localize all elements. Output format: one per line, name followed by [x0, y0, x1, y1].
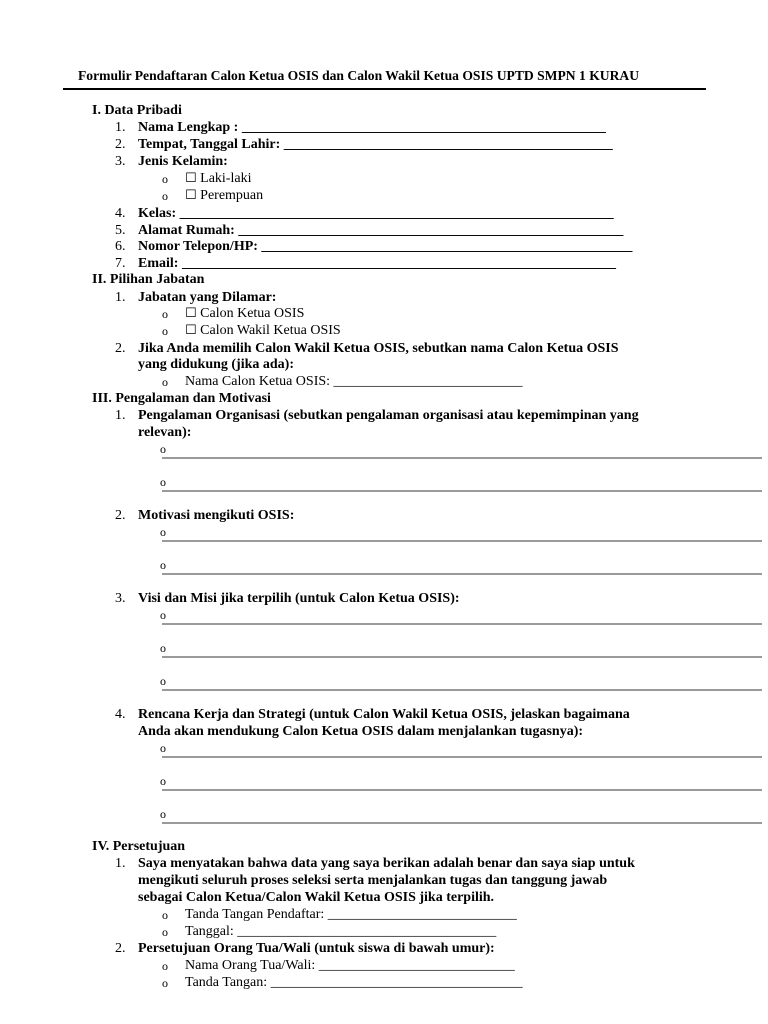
position-option-label: Calon Wakil Ketua OSIS: [200, 323, 341, 338]
section-1-heading: I. Data Pribadi: [92, 103, 182, 118]
position-option-label: Calon Ketua OSIS: [200, 306, 305, 321]
s3-q3-label: Visi dan Misi jika terpilih (untuk Calon Ketua OSIS):: [138, 591, 460, 606]
bullet-icon: o: [160, 774, 166, 788]
s2-q2-line1: Jika Anda memilih Calon Wakil Ketua OSIS, sebutkan nama Calon Ketua OSIS: [138, 341, 619, 356]
s1-item-1-number: 1.: [115, 120, 126, 135]
bullet-icon: o: [162, 959, 168, 973]
answer-line[interactable]: [162, 573, 762, 575]
s3-q3-number: 3.: [115, 591, 126, 606]
checkbox-icon[interactable]: ☐: [185, 188, 197, 203]
s1-item-2-number: 2.: [115, 137, 126, 152]
s1-item-4-number: 4.: [115, 206, 126, 221]
answer-line[interactable]: [162, 490, 762, 492]
s1-item-7-number: 7.: [115, 256, 126, 271]
s3-q1-line1: Pengalaman Organisasi (sebutkan pengalaman organisasi atau kepemimpinan yang: [138, 408, 639, 423]
bullet-icon: o: [160, 442, 166, 456]
gender-option-male[interactable]: [185, 170, 251, 187]
parent-name-field[interactable]: Nama Orang Tua/Wali: ____________________________: [185, 958, 515, 973]
checkbox-icon[interactable]: ☐: [185, 171, 197, 186]
section-3-heading: III. Pengalaman dan Motivasi: [92, 391, 271, 406]
bullet-icon: o: [160, 741, 166, 755]
supported-candidate-field[interactable]: Nama Calon Ketua OSIS: ___________________________: [185, 374, 523, 389]
s4-q1-line1: Saya menyatakan bahwa data yang saya berikan adalah benar dan saya siap untuk: [138, 856, 635, 871]
s1-item-6-phone[interactable]: Nomor Telepon/HP: _____________________________________________________: [138, 239, 633, 254]
s2-q2-line2: yang didukung (jika ada):: [138, 357, 295, 372]
bullet-icon: o: [162, 375, 168, 389]
bullet-icon: o: [162, 324, 168, 338]
bullet-icon: o: [162, 925, 168, 939]
checkbox-icon[interactable]: ☐: [185, 323, 197, 338]
answer-line[interactable]: [162, 822, 762, 824]
answer-line[interactable]: [162, 689, 762, 691]
bullet-icon: o: [160, 807, 166, 821]
s2-q1-number: 1.: [115, 290, 126, 305]
s1-item-1-name[interactable]: Nama Lengkap : ____________________________________________________: [138, 120, 606, 135]
parent-signature-field[interactable]: Tanda Tangan: ____________________________________: [185, 975, 523, 990]
s3-q2-label: Motivasi mengikuti OSIS:: [138, 508, 295, 523]
checkbox-icon[interactable]: ☐: [185, 306, 197, 321]
s3-q4-number: 4.: [115, 707, 126, 722]
bullet-icon: o: [160, 641, 166, 655]
bullet-icon: o: [160, 608, 166, 622]
s1-item-4-class[interactable]: Kelas: ______________________________________________________________: [138, 206, 614, 221]
s4-q2-label: Persetujuan Orang Tua/Wali (untuk siswa di bawah umur):: [138, 941, 495, 956]
bullet-icon: o: [160, 674, 166, 688]
s3-q1-number: 1.: [115, 408, 126, 423]
bullet-icon: o: [162, 908, 168, 922]
applicant-signature-field[interactable]: Tanda Tangan Pendaftar: ___________________________: [185, 907, 517, 922]
s1-item-2-birth[interactable]: Tempat, Tanggal Lahir: _______________________________________________: [138, 137, 613, 152]
bullet-icon: o: [160, 558, 166, 572]
answer-line[interactable]: [162, 789, 762, 791]
s3-q4-line1: Rencana Kerja dan Strategi (untuk Calon Wakil Ketua OSIS, jelaskan bagaimana: [138, 707, 630, 722]
s1-item-6-number: 6.: [115, 239, 126, 254]
s1-item-7-email[interactable]: Email: ______________________________________________________________: [138, 256, 616, 271]
gender-option-female[interactable]: [185, 187, 263, 204]
bullet-icon: o: [162, 976, 168, 990]
s4-q1-line3: sebagai Calon Ketua/Calon Wakil Ketua OSIS jika terpilih.: [138, 890, 495, 905]
form-title: Formulir Pendaftaran Calon Ketua OSIS dan Calon Wakil Ketua OSIS UPTD SMPN 1 KURAU: [78, 68, 640, 83]
s1-item-3-gender: Jenis Kelamin:: [138, 154, 228, 169]
gender-option-label: Perempuan: [200, 188, 264, 203]
bullet-icon: o: [160, 525, 166, 539]
gender-option-label: Laki-laki: [200, 171, 252, 186]
s3-q2-number: 2.: [115, 508, 126, 523]
answer-line[interactable]: [162, 756, 762, 758]
s4-q1-number: 1.: [115, 856, 126, 871]
answer-line[interactable]: [162, 457, 762, 459]
answer-line[interactable]: [162, 656, 762, 658]
bullet-icon: o: [162, 172, 168, 186]
bullet-icon: o: [162, 189, 168, 203]
s1-item-5-number: 5.: [115, 223, 126, 238]
position-option-ketua[interactable]: [185, 305, 304, 322]
position-option-wakil[interactable]: [185, 322, 341, 339]
answer-line[interactable]: [162, 540, 762, 542]
s1-item-3-number: 3.: [115, 154, 126, 169]
bullet-icon: o: [160, 475, 166, 489]
s3-q1-line2: relevan):: [138, 425, 192, 440]
s2-q1-label: Jabatan yang Dilamar:: [138, 290, 277, 305]
answer-line[interactable]: [162, 623, 762, 625]
s3-q4-line2: Anda akan mendukung Calon Ketua OSIS dalam menjalankan tugasnya):: [138, 724, 584, 739]
section-4-heading: IV. Persetujuan: [92, 839, 186, 854]
s1-item-5-address[interactable]: Alamat Rumah: _______________________________________________________: [138, 223, 624, 238]
date-field[interactable]: Tanggal: _____________________________________: [185, 924, 497, 939]
s4-q1-line2: mengikuti seluruh proses seleksi serta menjalankan tugas dan tanggung jawab: [138, 873, 608, 888]
section-2-heading: II. Pilihan Jabatan: [92, 272, 205, 287]
s2-q2-number: 2.: [115, 341, 126, 356]
bullet-icon: o: [162, 307, 168, 321]
title-rule: [63, 88, 706, 90]
s4-q2-number: 2.: [115, 941, 126, 956]
